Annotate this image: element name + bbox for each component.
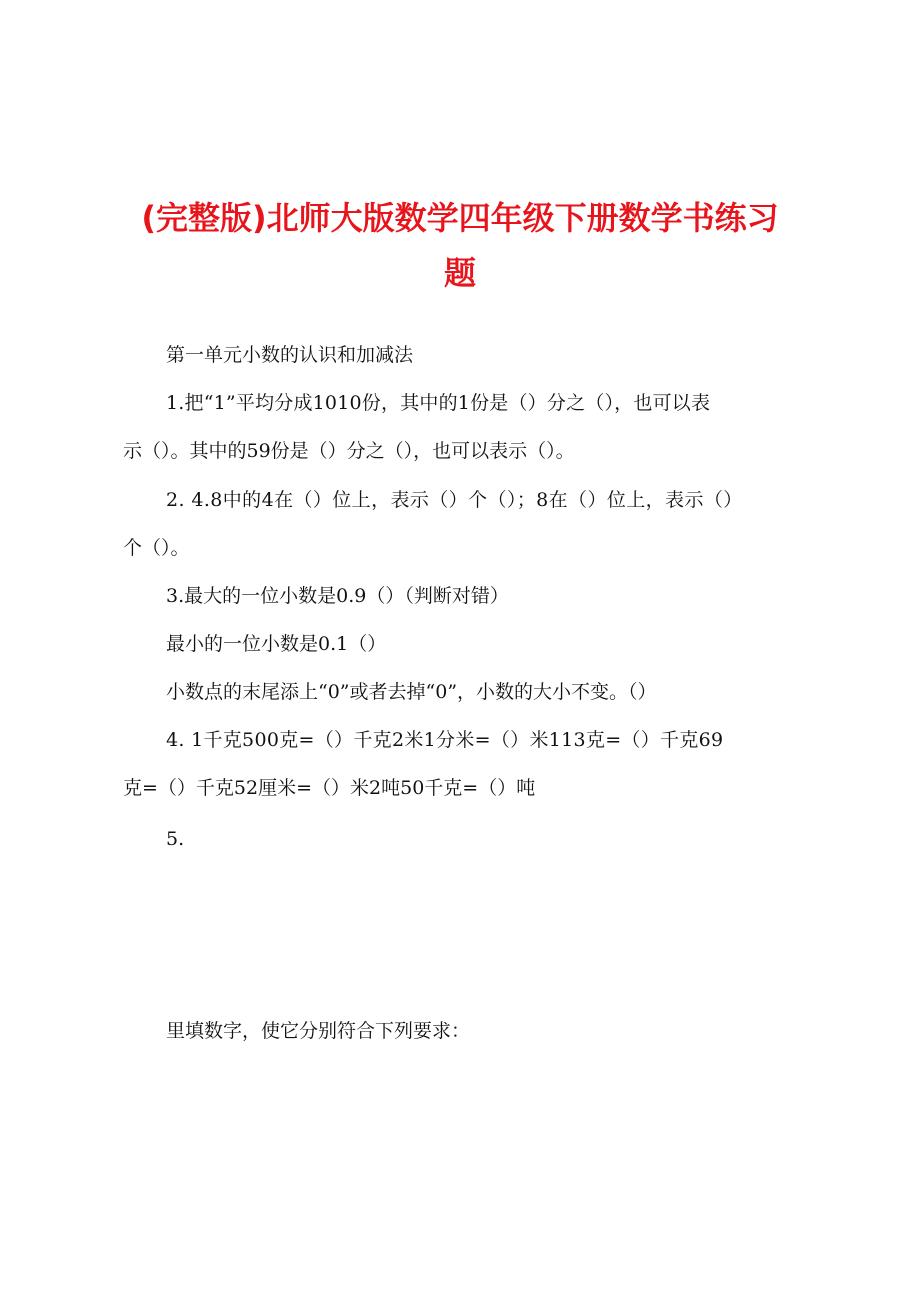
- question-3-line-2: 最小的一位小数是0.1（）: [166, 633, 387, 655]
- question-5-instruction: 里填数字，使它分别符合下列要求：: [166, 1020, 471, 1042]
- question-3-line-3: 小数点的末尾添上“0”或者去掉“0”，小数的大小不变。（）: [166, 681, 657, 703]
- question-1-line-2: 示（）。其中的59份是（）分之（），也可以表示（）。: [123, 440, 575, 462]
- document-title-line-2: 题: [443, 254, 476, 292]
- question-2-line-2: 个（）。: [123, 537, 190, 559]
- question-2-line-1: 2. 4.8中的4在（）位上，表示（）个（）；8在（）位上，表示（）: [166, 489, 743, 511]
- question-3-line-1: 3.最大的一位小数是0.9（）（判断对错）: [166, 585, 509, 607]
- document-title-line-1: (完整版)北师大版数学四年级下册数学书练习: [141, 199, 779, 237]
- question-4-line-2: 克=（）千克52厘米=（）米2吨50千克=（）吨: [123, 777, 536, 799]
- question-5-number: 5.: [166, 828, 185, 850]
- section-heading: 第一单元小数的认识和加减法: [166, 344, 414, 366]
- question-1-line-1: 1.把“1”平均分成1010份，其中的1份是（）分之（），也可以表: [166, 392, 711, 414]
- question-4-line-1: 4. 1千克500克=（）千克2米1分米=（）米113克=（）千克69: [166, 729, 724, 751]
